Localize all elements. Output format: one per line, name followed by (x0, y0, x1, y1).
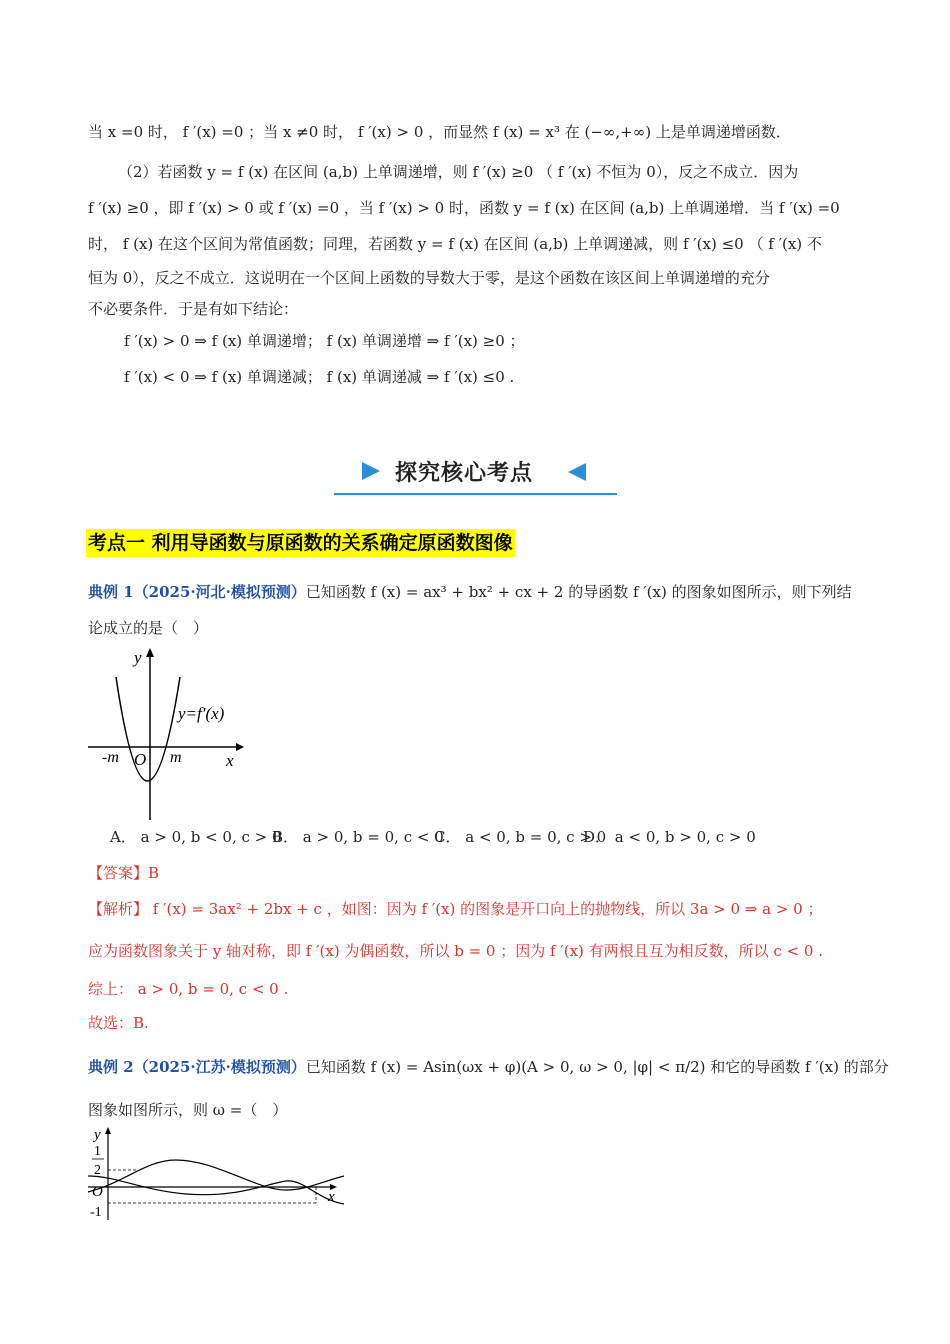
option-c[interactable]: C． a < 0, b = 0, c > 0 (434, 828, 607, 846)
origin-label: O (92, 1184, 103, 1200)
example2-graph (86, 1124, 346, 1224)
topic-heading: 考点一 利用导函数与原函数的关系确定原函数图像 (86, 529, 515, 557)
para-line-6: 不必要条件．于是有如下结论： (88, 300, 299, 318)
y-axis-arrow-icon (146, 648, 154, 657)
option-a[interactable]: A． a > 0, b < 0, c > 0 (110, 828, 282, 846)
x-axis-label: x (226, 751, 234, 770)
analysis-line-1: 【解析】 f ′(x) = 3ax² + 2bx + c ，如图：因为 f ′(x) 的图象是开口向上的抛物线，所以 3a > 0 ⇒ a > 0 ； (88, 900, 823, 918)
conclusion-line-1: f ′(x) > 0 ⇒ f (x) 单调递增； f (x) 单调递增 ⇒ f ′(x) ≥0 ； (124, 332, 525, 350)
example1-graph (86, 645, 256, 825)
example1-label: 典例 1（2025·河北·模拟预测） (88, 583, 306, 601)
example2-label: 典例 2（2025·江苏·模拟预测） (88, 1058, 306, 1076)
example1-stem: 已知函数 f (x) = ax³ + bx² + cx + 2 的导函数 f ′(x) 的图象如图所示，则下列结 (305, 583, 852, 601)
para-line-1: 当 x =0 时， f ′(x) =0 ；当 x ≠0 时， f ′(x) > 0 ，而显然 f (x) = x³ 在 (−∞,+∞) 上是单调递增函数． (88, 123, 791, 141)
neg1-label: -1 (90, 1205, 102, 1220)
half-numerator: 1 (94, 1144, 101, 1159)
m-label: m (170, 749, 182, 766)
example2-stem: 已知函数 f (x) = Asin(ωx + φ)(A > 0, ω > 0, |φ| < π/2) 和它的导函数 f ′(x) 的部分 (305, 1058, 889, 1076)
banner-left-arrow-icon (362, 462, 380, 480)
analysis-line-2: 应为函数图象关于 y 轴对称，即 f ′(x) 为偶函数，所以 b = 0 ；因为 f ′(x) 有两根且互为相反数，所以 c < 0 . (88, 942, 824, 960)
origin-label: O (134, 750, 147, 769)
x-axis-arrow-icon (236, 743, 244, 751)
neg-m-label: -m (102, 749, 119, 766)
analysis-line-3: 综上： a > 0, b = 0, c < 0 . (88, 980, 289, 998)
y-axis-label: y (134, 648, 142, 667)
banner-right-arrow-icon (568, 463, 586, 481)
example2-stem-cont: 图象如图所示，则 ω =（ ） (88, 1101, 288, 1119)
y-axis-arrow-icon (105, 1127, 111, 1134)
x-axis-label: x (328, 1189, 335, 1205)
analysis-line-4: 故选：B. (88, 1014, 149, 1032)
curve-label: y=f′(x) (178, 704, 225, 723)
sine-curve-b (88, 1176, 344, 1204)
option-b[interactable]: B． a > 0, b = 0, c < 0 (272, 828, 444, 846)
answer: 【答案】B (88, 864, 160, 882)
option-d[interactable]: D． a < 0, b > 0, c > 0 (583, 828, 756, 846)
conclusion-line-2: f ′(x) < 0 ⇒ f (x) 单调递减； f (x) 单调递减 ⇒ f ′(x) ≤0 . (124, 368, 515, 386)
para-line-5: 恒为 0），反之不成立．这说明在一个区间上函数的导数大于零，是这个函数在该区间上单调递增的充分 (88, 269, 770, 287)
para-line-2: （2）若函数 y = f (x) 在区间 (a,b) 上单调递增，则 f ′(x) ≥0 （ f ′(x) 不恒为 0），反之不成立．因为 (118, 163, 799, 181)
example1-stem-cont: 论成立的是（ ） (88, 619, 209, 637)
para-line-4: 时， f (x) 在这个区间为常值函数；同理，若函数 y = f (x) 在区间 (a,b) 上单调递减，则 f ′(x) ≤0 （ f ′(x) 不 (88, 235, 822, 253)
banner-title: 探究核心考点 (395, 461, 534, 486)
y-axis-label: y (94, 1127, 101, 1143)
para-line-3: f ′(x) ≥0 ，即 f ′(x) > 0 或 f ′(x) =0 ，当 f ′(x) > 0 时，函数 y = f (x) 在区间 (a,b) 上单调递增．当 f ′(x) =0 (88, 199, 840, 217)
half-denominator: 2 (94, 1163, 101, 1178)
